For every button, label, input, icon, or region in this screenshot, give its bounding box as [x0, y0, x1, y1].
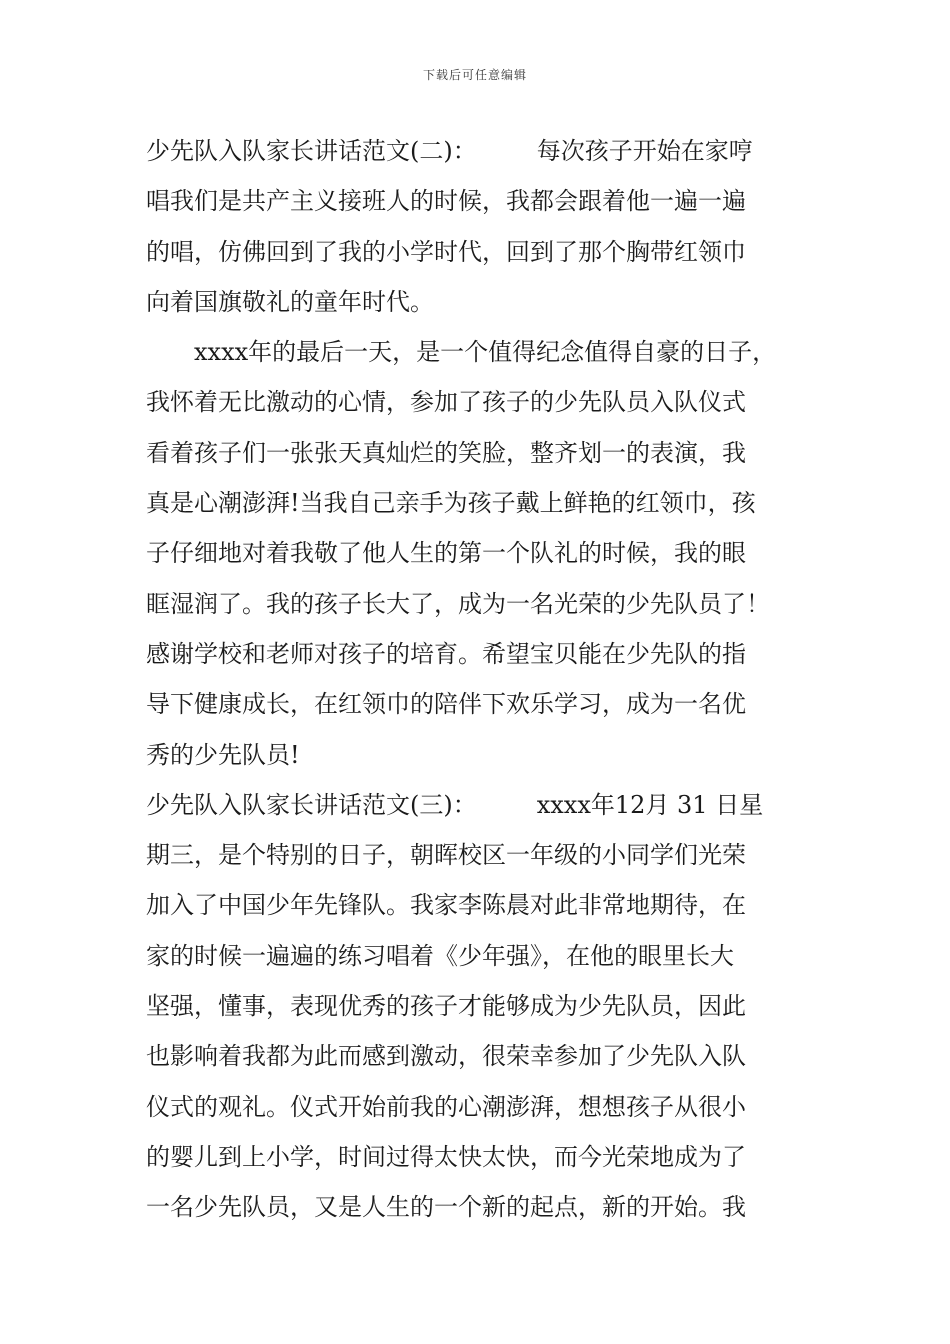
- text-line: 一名少先队员，又是人生的一个新的起点，新的开始。我: [146, 1193, 746, 1222]
- text-line: 看着孩子们一张张天真灿烂的笑脸，整齐划一的表演，我: [146, 438, 746, 467]
- text-line: 眶湿润了。我的孩子长大了，成为一名光荣的少先队员了！: [146, 589, 770, 618]
- text-line: 期三，是个特别的日子，朝晖校区一年级的小同学们光荣: [146, 841, 746, 870]
- text-line: 仪式的观礼。仪式开始前我的心潮澎湃，想想孩子从很小: [146, 1092, 746, 1121]
- text-line: 感谢学校和老师对孩子的培育。希望宝贝能在少先队的指: [146, 639, 746, 668]
- text-line: 加入了中国少年先锋队。我家李陈晨对此非常地期待，在: [146, 891, 746, 920]
- text-line: 也影响着我都为此而感到激动，很荣幸参加了少先队入队: [146, 1042, 746, 1071]
- document-body: [146, 128, 808, 1235]
- page-header: 下载后可任意编辑: [422, 68, 527, 82]
- text-line: 唱我们是共产主义接班人的时候，我都会跟着他一遍一遍: [146, 187, 746, 216]
- text-line: 我怀着无比激动的心情，参加了孩子的少先队员入队仪式: [146, 388, 746, 417]
- text-line: 少先队入队家长讲话范文(二)： 每次孩子开始在家哼: [146, 137, 753, 165]
- text-line: 子仔细地对着我敬了他人生的第一个队礼的时候，我的眼: [146, 539, 746, 568]
- text-line: 坚强，懂事，表现优秀的孩子才能够成为少先队员，因此: [146, 992, 746, 1021]
- text-line: 秀的少先队员!: [146, 740, 300, 769]
- text-line: 真是心潮澎湃!当我自己亲手为孩子戴上鲜艳的红领巾，孩: [146, 489, 756, 518]
- text-line: 导下健康成长，在红领巾的陪伴下欢乐学习，成为一名优: [146, 690, 746, 719]
- text-line: 家的时候一遍遍的练习唱着《少年强》，在他的眼里长大: [146, 941, 734, 970]
- text-line: 的婴儿到上小学，时间过得太快太快，而今光荣地成为了: [146, 1142, 746, 1171]
- text-line: 的唱，仿佛回到了我的小学时代，回到了那个胸带红领巾: [146, 237, 746, 266]
- text-line: 少先队入队家长讲话范文(三)： xxxx年12月 31 日星: [146, 790, 764, 819]
- text-line: xxxx年的最后一天，是一个值得纪念值得自豪的日子，: [146, 338, 777, 367]
- text-line: 向着国旗敬礼的童年时代。: [146, 287, 434, 316]
